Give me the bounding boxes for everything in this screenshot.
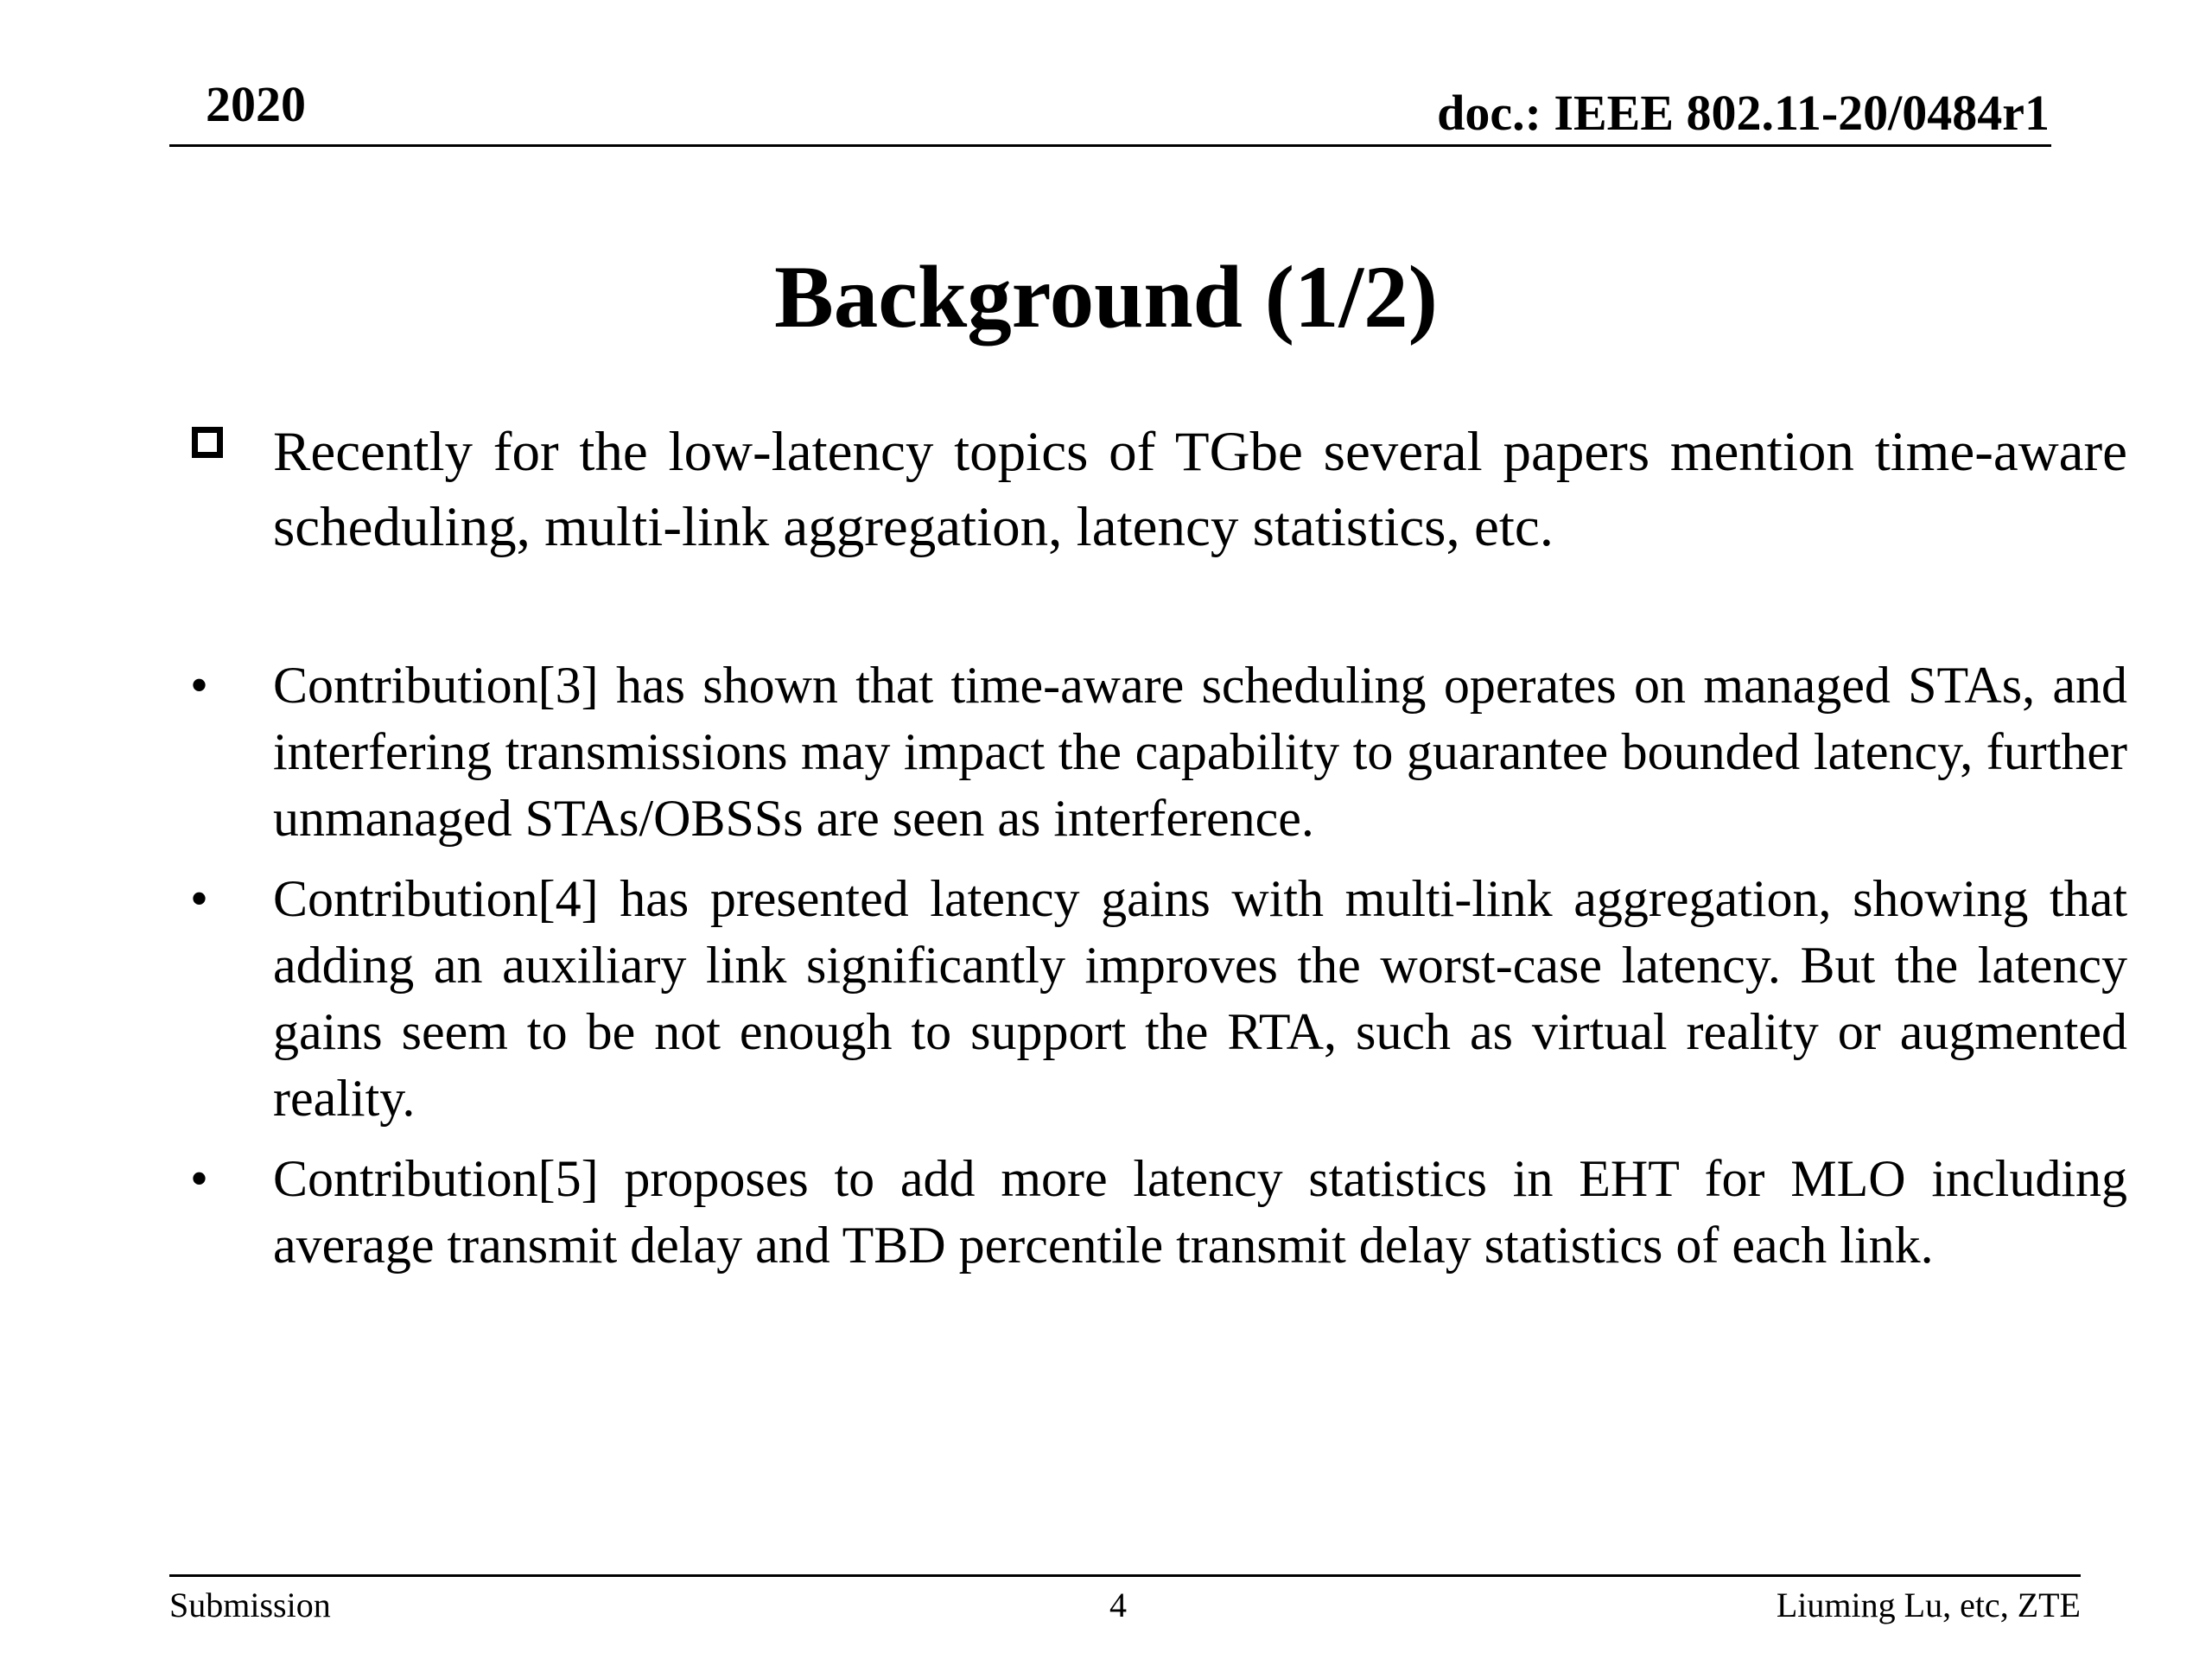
- footer-page-number: 4: [1109, 1586, 1127, 1624]
- bullet-text: Contribution[5] proposes to add more latency statistics in EHT for MLO including average transmit delay and TBD percentile transmit delay statistics of each link.: [273, 1150, 2127, 1274]
- bullet-list: [181, 652, 2127, 1293]
- lead-bullet-text: Recently for the low-latency topics of TGbe several papers mention time-aware scheduling, multi-link aggregation, latency statistics, etc.: [273, 421, 2127, 558]
- bullet-item: [181, 652, 2127, 852]
- footer-author: Liuming Lu, etc, ZTE: [1776, 1586, 2081, 1624]
- header-doc-id: doc.: IEEE 802.11-20/0484r1: [1437, 85, 2050, 141]
- bullet-dot-icon: •: [190, 657, 209, 714]
- footer-submission: Submission: [169, 1586, 331, 1624]
- hollow-square-bullet-icon: [192, 427, 223, 458]
- header-divider: [169, 144, 2051, 147]
- bullet-dot-icon: •: [190, 1150, 209, 1207]
- slide-title: Background (1/2): [774, 248, 1438, 346]
- header-year: 2020: [206, 76, 306, 132]
- footer-divider: [169, 1574, 2081, 1577]
- bullet-text: Contribution[4] has presented latency gains with multi-link aggregation, showing that adding an auxiliary link significantly improves the worst-case latency. But the latency gains seem to be not enough to support the RTA, such as virtual reality or augmented reality.: [273, 870, 2127, 1127]
- bullet-dot-icon: •: [190, 870, 209, 927]
- bullet-text: Contribution[3] has shown that time-aware scheduling operates on managed STAs, and interfering transmissions may impact the capability to guarantee bounded latency, further unmanaged STAs/OBSSs are seen as interference.: [273, 657, 2127, 847]
- bullet-item: [181, 866, 2127, 1132]
- lead-bullet: [192, 415, 2127, 565]
- bullet-item: [181, 1146, 2127, 1279]
